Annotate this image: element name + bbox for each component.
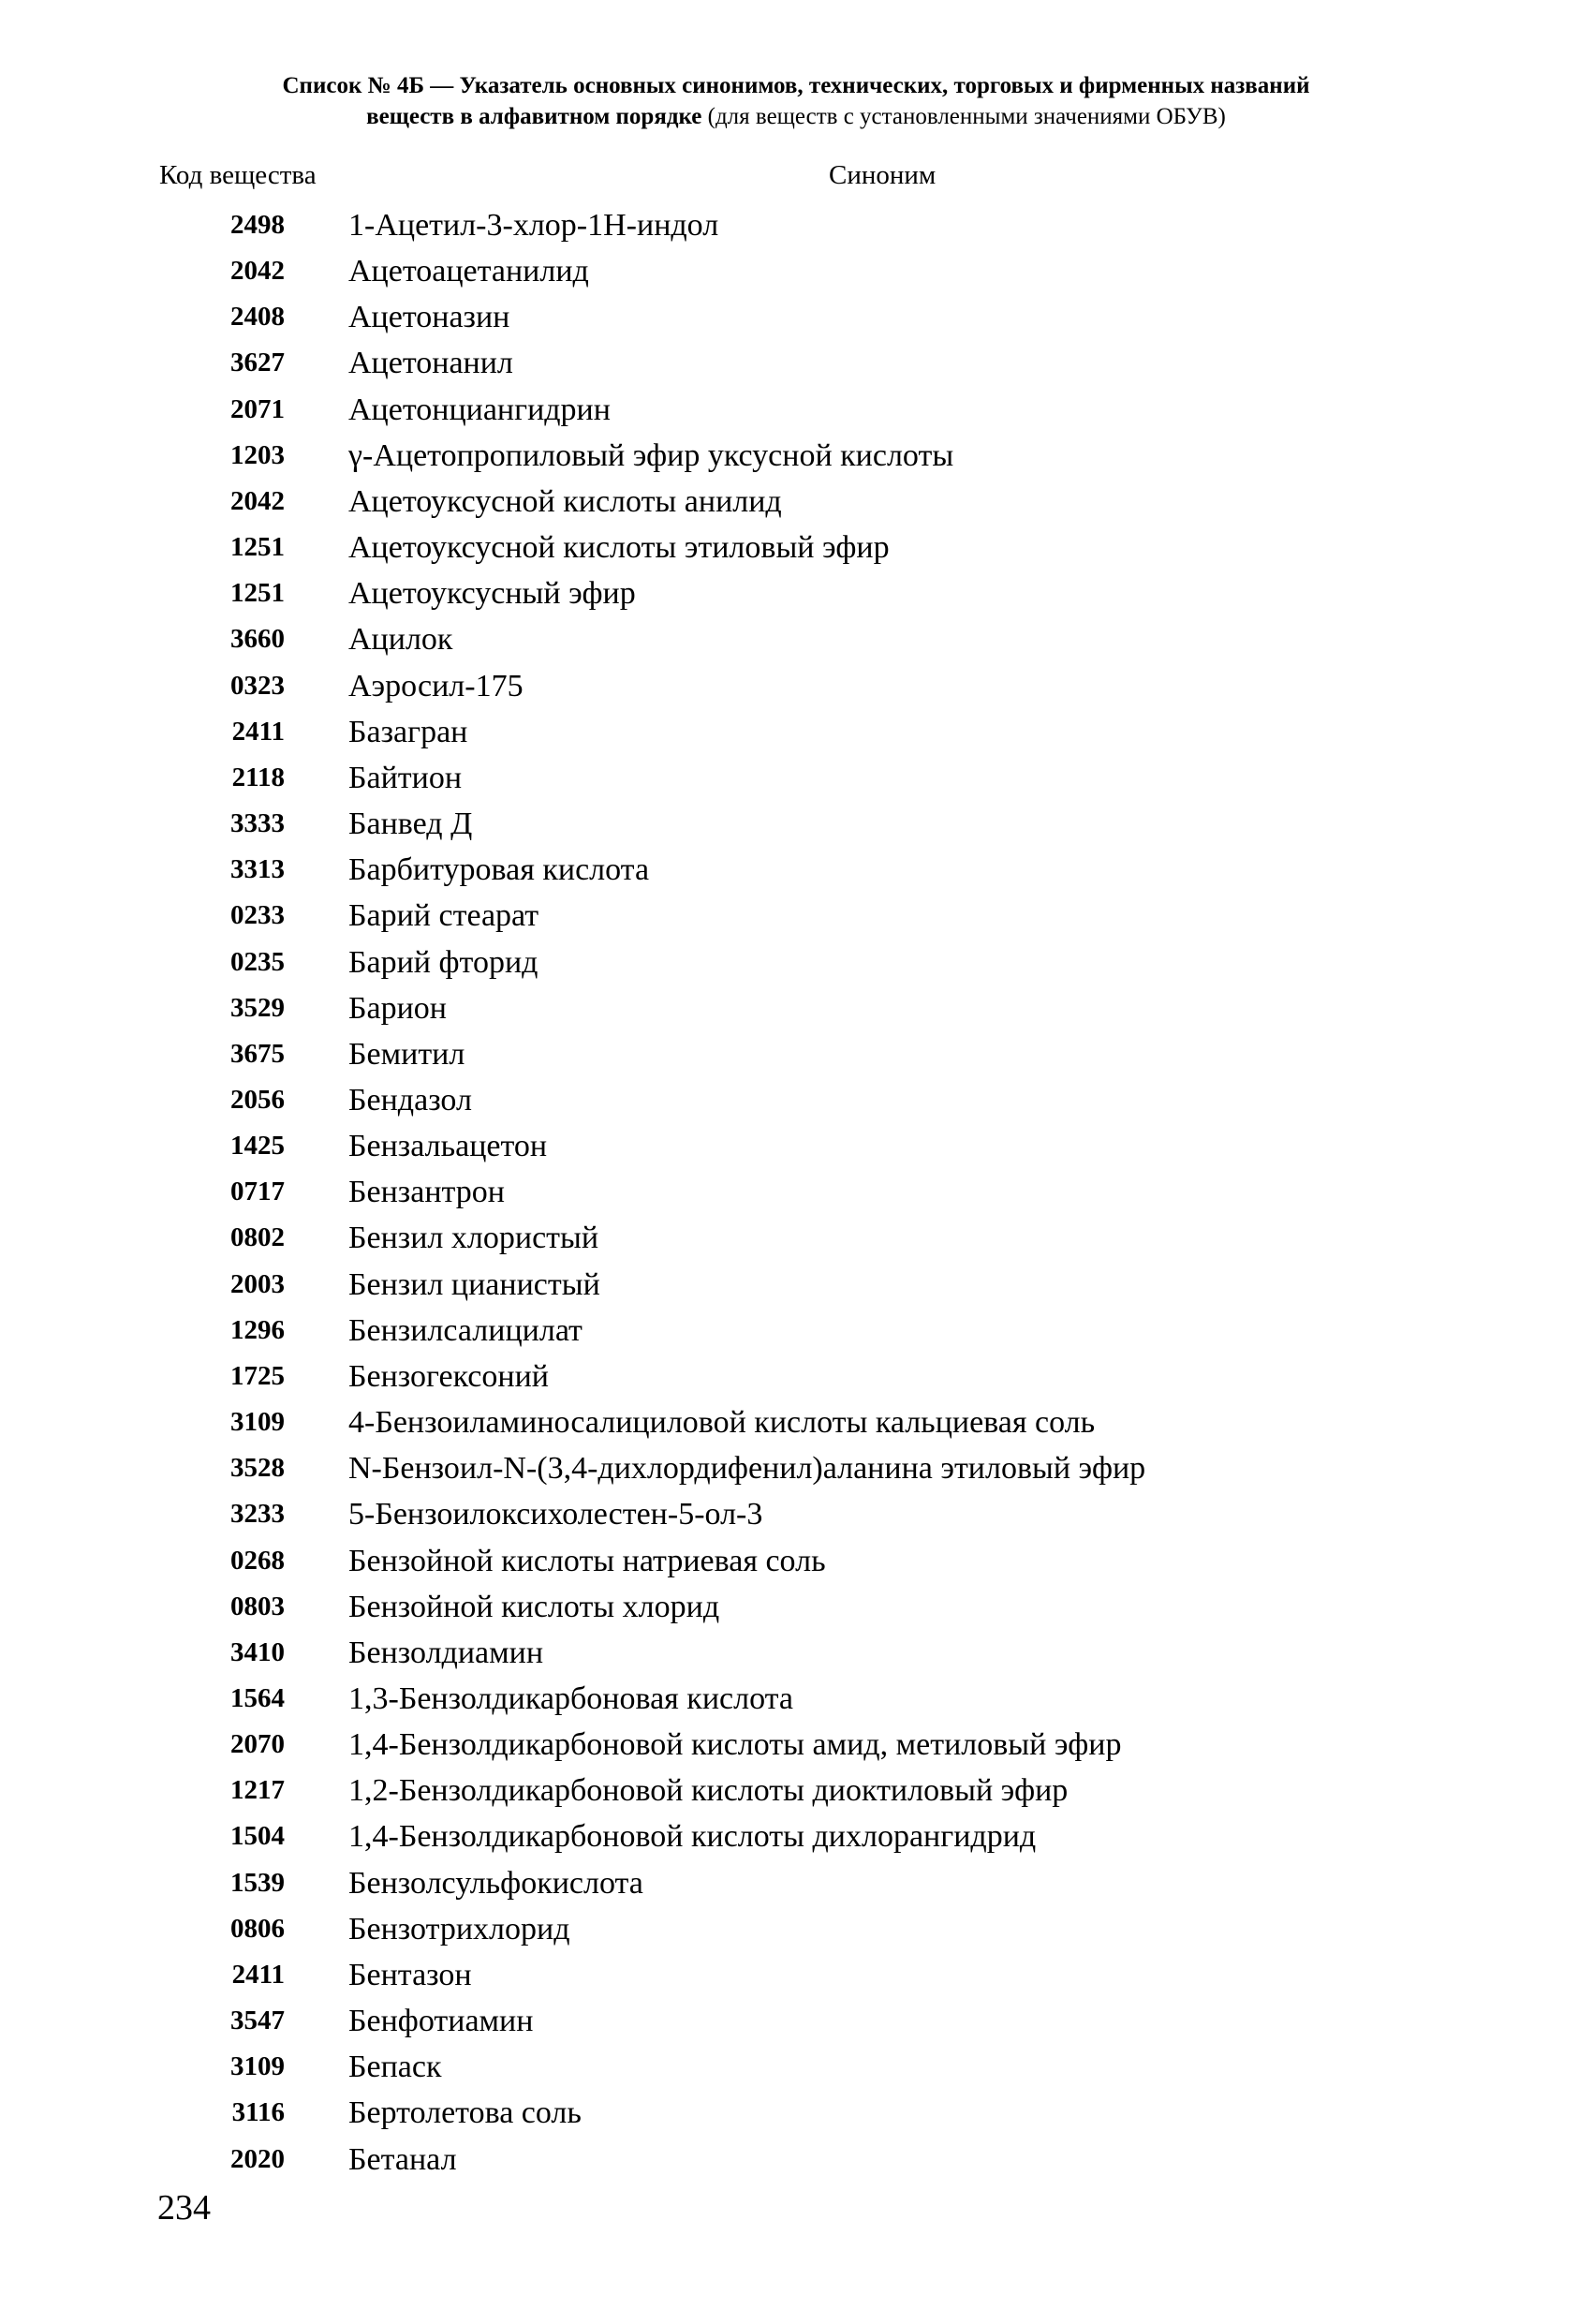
substance-code: 3333 [230, 808, 285, 839]
list-item [0, 2137, 1593, 2183]
list-item [0, 1998, 1593, 2044]
substance-code: 0806 [230, 1913, 285, 1944]
substance-code: 1504 [230, 1821, 285, 1852]
substance-code: 1539 [230, 1867, 285, 1898]
substance-code: 3410 [230, 1636, 285, 1667]
list-item [0, 755, 1593, 801]
synonym-name: Бензолсульфокислота [348, 1865, 643, 1901]
list-item [0, 801, 1593, 847]
synonym-list [0, 202, 1593, 2183]
list-item [0, 248, 1593, 294]
synonym-name: 4-Бензоиламиносалициловой кислоты кальциевая соль [348, 1405, 1096, 1441]
synonym-name: Бензил цианистый [348, 1266, 600, 1302]
list-item [0, 1860, 1593, 1906]
substance-code: 2408 [230, 302, 285, 333]
synonym-name: Барион [348, 990, 448, 1026]
substance-code: 3116 [231, 2097, 285, 2128]
synonym-name: Банвед Д [348, 807, 473, 842]
title-line-2 [140, 102, 1452, 133]
substance-code: 0717 [230, 1177, 285, 1207]
synonym-name: 5-Бензоилоксихолестен-5-ол-3 [348, 1497, 763, 1532]
list-item [0, 940, 1593, 985]
substance-code: 3233 [230, 1499, 285, 1530]
synonym-name: Бетанал [348, 2141, 457, 2177]
synonym-name: N-Бензоил-N-(3,4-дихлордифенил)аланина этиловый эфир [348, 1451, 1146, 1487]
list-item [0, 387, 1593, 433]
page-number: 234 [157, 2188, 211, 2228]
synonym-name: Ацилок [348, 622, 453, 658]
title-line-2-rest: (для веществ с установленными значениями ОБУВ) [701, 103, 1226, 129]
substance-code: 0235 [230, 946, 285, 977]
substance-code: 1251 [230, 532, 285, 563]
list-title [140, 71, 1452, 132]
substance-code: 2003 [230, 1268, 285, 1299]
synonym-name: 1,4-Бензолдикарбоновой кислоты дихлорангидрид [348, 1819, 1037, 1855]
substance-code: 3627 [230, 348, 285, 378]
synonym-name: Ацетоацетанилид [348, 254, 589, 289]
list-item [0, 663, 1593, 709]
list-item [0, 1491, 1593, 1537]
substance-code: 3528 [230, 1453, 285, 1484]
substance-code: 1564 [230, 1683, 285, 1713]
substance-code: 0233 [230, 900, 285, 931]
list-item [0, 570, 1593, 616]
list-item [0, 1722, 1593, 1768]
synonym-name: Бендазол [348, 1082, 472, 1118]
substance-code: 0803 [230, 1591, 285, 1621]
synonym-name: 1,2-Бензолдикарбоновой кислоты диоктиловый эфир [348, 1773, 1069, 1809]
list-item [0, 1952, 1593, 1998]
substance-code: 3313 [230, 854, 285, 885]
substance-code: 2411 [231, 716, 285, 747]
list-item [0, 340, 1593, 386]
list-item [0, 1215, 1593, 1261]
substance-code: 1425 [230, 1131, 285, 1162]
list-item [0, 2090, 1593, 2136]
substance-code: 1251 [230, 578, 285, 609]
list-item [0, 1768, 1593, 1813]
list-item [0, 847, 1593, 893]
substance-code: 0268 [230, 1545, 285, 1576]
substance-code: 3529 [230, 992, 285, 1023]
synonym-name: Бентазон [348, 1957, 472, 1992]
list-item [0, 1354, 1593, 1399]
list-item [0, 1123, 1593, 1169]
substance-code: 2056 [230, 1084, 285, 1115]
list-item [0, 1077, 1593, 1123]
list-item [0, 709, 1593, 755]
synonym-name: Аэросил-175 [348, 668, 524, 703]
substance-code: 3547 [230, 2006, 285, 2036]
list-item [0, 202, 1593, 248]
list-item [0, 1813, 1593, 1859]
list-item [0, 1584, 1593, 1630]
substance-code: 0802 [230, 1222, 285, 1253]
synonym-name: Бензантрон [348, 1175, 505, 1210]
substance-code: 1725 [230, 1360, 285, 1391]
substance-code: 2020 [230, 2143, 285, 2174]
synonym-name: γ-Ацетопропиловый эфир уксусной кислоты [348, 437, 954, 473]
substance-code: 2411 [231, 1959, 285, 1990]
synonym-name: Бензальацетон [348, 1129, 548, 1164]
synonym-name: Ацетоуксусной кислоты этиловый эфир [348, 530, 890, 566]
synonym-name: Бензотрихлорид [348, 1911, 570, 1947]
synonym-name: Бензолдиамин [348, 1635, 544, 1670]
list-item [0, 1031, 1593, 1077]
list-item [0, 893, 1593, 939]
list-item [0, 985, 1593, 1031]
synonym-name: Бертолетова соль [348, 2095, 582, 2131]
synonym-name: Бепаск [348, 2050, 442, 2085]
substance-code: 1217 [230, 1775, 285, 1806]
list-item [0, 1399, 1593, 1445]
list-item [0, 433, 1593, 479]
synonym-name: Бензойной кислоты натриевая соль [348, 1543, 826, 1578]
list-item [0, 1676, 1593, 1722]
synonym-name: 1,4-Бензолдикарбоновой кислоты амид, метиловый эфир [348, 1727, 1122, 1763]
list-item [0, 1308, 1593, 1354]
list-item [0, 2044, 1593, 2090]
substance-code: 1296 [230, 1314, 285, 1345]
synonym-name: Бензойной кислоты хлорид [348, 1589, 720, 1624]
substance-code: 2071 [230, 393, 285, 424]
list-item [0, 1630, 1593, 1676]
list-item [0, 294, 1593, 340]
substance-code: 2498 [230, 210, 285, 240]
list-item [0, 616, 1593, 662]
substance-code: 3675 [230, 1038, 285, 1069]
synonym-name: Ацетоназин [348, 300, 510, 335]
list-item [0, 479, 1593, 525]
synonym-name: Барий стеарат [348, 898, 539, 934]
synonym-name: Бензогексоний [348, 1358, 549, 1394]
title-line-2-bold: веществ в алфавитном порядке [366, 103, 702, 129]
synonym-name: Ацетоуксусной кислоты анилид [348, 483, 782, 519]
substance-code: 3109 [230, 1407, 285, 1438]
synonym-name: Базагран [348, 714, 468, 749]
list-item [0, 1538, 1593, 1584]
list-item [0, 1262, 1593, 1308]
synonym-name: Ацетонциангидрин [348, 392, 611, 427]
synonym-name: Бенфотиамин [348, 2004, 534, 2039]
synonym-name: Ацетоуксусный эфир [348, 576, 636, 612]
substance-code: 2042 [230, 485, 285, 516]
list-item [0, 525, 1593, 570]
column-header-synonym: Синоним [829, 160, 937, 190]
synonym-name: Барий фторид [348, 944, 538, 980]
synonym-name: Бензил хлористый [348, 1221, 599, 1256]
synonym-name: Бензилсалицилат [348, 1312, 583, 1348]
substance-code: 3660 [230, 624, 285, 655]
list-item [0, 1445, 1593, 1491]
list-item [0, 1169, 1593, 1215]
substance-code: 3109 [230, 2051, 285, 2082]
substance-code: 2070 [230, 1729, 285, 1760]
substance-code: 1203 [230, 439, 285, 470]
column-header-code: Код вещества [159, 160, 317, 190]
substance-code: 2118 [231, 762, 285, 792]
synonym-name: Байтион [348, 760, 463, 795]
synonym-name: 1-Ацетил-3-хлор-1Н-индол [348, 208, 719, 243]
synonym-name: Ацетонанил [348, 346, 513, 381]
synonym-name: Барбитуровая кислота [348, 852, 650, 888]
synonym-name: Бемитил [348, 1036, 465, 1072]
title-line-1-text: Список № 4Б — Указатель основных синонимов, технических, торговых и фирменных названий [282, 73, 1310, 98]
title-line-1 [140, 71, 1452, 102]
substance-code: 2042 [230, 256, 285, 287]
list-item [0, 1906, 1593, 1952]
synonym-name: 1,3-Бензолдикарбоновая кислота [348, 1681, 793, 1716]
substance-code: 0323 [230, 670, 285, 701]
